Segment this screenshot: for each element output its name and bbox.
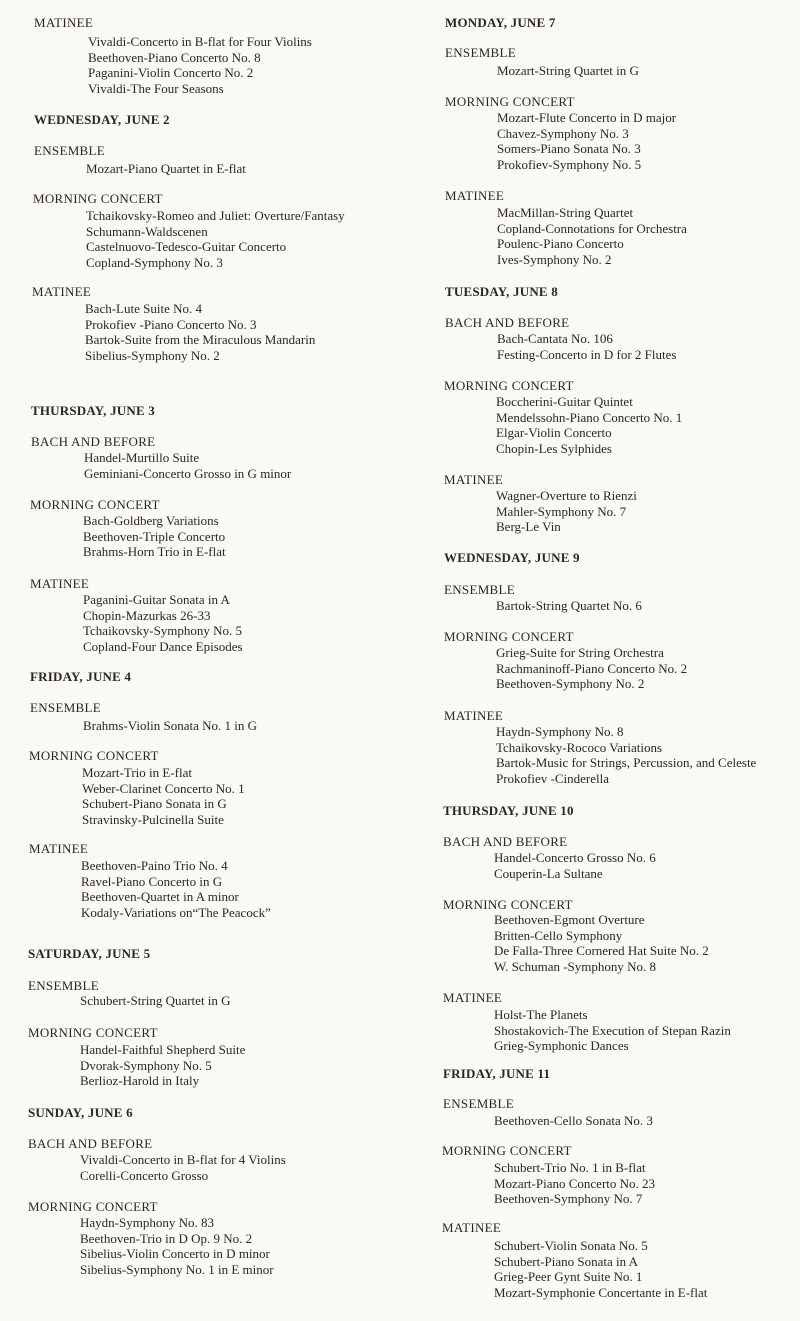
section-heading: MATINEE [34, 15, 94, 30]
program-list [80, 1042, 245, 1089]
list-item: Sibelius-Symphony No. 2 [85, 348, 220, 364]
program-list [496, 394, 682, 457]
list-item: Stravinsky-Pulcinella Suite [82, 812, 224, 828]
list-item: Grieg-Peer Gynt Suite No. 1 [494, 1269, 643, 1285]
section-heading: MORNING CONCERT [442, 1143, 572, 1158]
date-heading: WEDNESDAY, JUNE 9 [444, 550, 580, 565]
list-item: Mozart-Piano Quartet in E-flat [86, 161, 246, 176]
list-item: Copland-Four Dance Episodes [83, 639, 243, 655]
date-heading: WEDNESDAY, JUNE 2 [34, 112, 170, 127]
list-item: Beethoven-Trio in D Op. 9 No. 2 [80, 1230, 253, 1246]
program-list [494, 1238, 707, 1301]
program-list [494, 1007, 731, 1054]
list-item: Prokofiev -Cinderella [496, 771, 609, 787]
list-item: Handel-Faithful Shepherd Suite [80, 1042, 246, 1057]
list-item: Berg-Le Vin [496, 519, 561, 535]
program-list [83, 513, 226, 560]
program-list [88, 34, 312, 97]
list-item: Holst-The Planets [494, 1007, 588, 1022]
section-heading: MATINEE [445, 188, 505, 203]
program-list [494, 850, 656, 881]
list-item: Mozart-Symphonie Concertante in E-flat [494, 1285, 708, 1301]
section-heading: MORNING CONCERT [28, 1025, 158, 1040]
list-item: Paganini-Violin Concerto No. 2 [88, 65, 254, 81]
list-item: Wagner-Overture to Rienzi [496, 488, 637, 503]
list-item: Beethoven-Symphony No. 2 [496, 676, 645, 692]
list-item: Vivaldi-The Four Seasons [88, 81, 224, 97]
program-list [497, 205, 687, 268]
section-heading: MORNING CONCERT [33, 191, 163, 206]
date-heading: MONDAY, JUNE 7 [445, 15, 556, 30]
list-item: Castelnuovo-Tedesco-Guitar Concerto [86, 239, 287, 255]
section-heading: MATINEE [30, 576, 90, 591]
list-item: Couperin-La Sultane [494, 865, 603, 881]
list-item: Elgar-Violin Concerto [496, 425, 612, 441]
list-item: Britten-Cello Symphony [494, 927, 623, 943]
list-item: Mozart-String Quartet in G [497, 63, 639, 78]
section-heading: MORNING CONCERT [444, 378, 574, 393]
list-item: Tchaikovsky-Romeo and Juliet: Overture/Fantasy [86, 208, 345, 223]
section-heading: MORNING CONCERT [444, 629, 574, 644]
list-item: Tchaikovsky-Symphony No. 5 [83, 623, 243, 639]
list-item: Copland-Connotations for Orchestra [497, 220, 687, 236]
program-list [496, 724, 756, 787]
program-list [83, 718, 257, 734]
list-item: Weber-Clarinet Concerto No. 1 [82, 780, 245, 796]
program-list [80, 1215, 274, 1278]
list-item: Handel-Murtillo Suite [84, 450, 200, 465]
list-item: Festing-Concerto in D for 2 Flutes [497, 346, 677, 362]
list-item: Bartok-Suite from the Miraculous Mandarin [85, 332, 316, 348]
program-list [84, 450, 291, 481]
list-item: Somers-Piano Sonata No. 3 [497, 141, 641, 157]
list-item: Kodaly-Variations on“The Peacock” [81, 905, 271, 921]
program-list [496, 488, 637, 535]
list-item: Beethoven-Egmont Overture [494, 912, 645, 927]
section-heading: ENSEMBLE [34, 143, 106, 158]
date-heading: SUNDAY, JUNE 6 [28, 1105, 133, 1120]
list-item: Ravel-Piano Concerto in G [81, 873, 223, 889]
list-item: Beethoven-Triple Concerto [83, 528, 226, 544]
list-item: Schubert-Violin Sonata No. 5 [494, 1238, 648, 1253]
list-item: Haydn-Symphony No. 8 [496, 724, 624, 739]
program-list [496, 645, 687, 692]
list-item: Grieg-Symphonic Dances [494, 1038, 629, 1054]
section-heading: BACH AND BEFORE [31, 434, 156, 449]
list-item: Copland-Symphony No. 3 [86, 255, 223, 271]
list-item: Berlioz-Harold in Italy [80, 1073, 200, 1089]
list-item: Chopin-Les Sylphides [496, 441, 612, 457]
section-heading: MATINEE [29, 841, 89, 856]
list-item: Schumann-Waldscenen [86, 223, 208, 239]
list-item: Mozart-Piano Concerto No. 23 [494, 1175, 656, 1191]
list-item: Brahms-Violin Sonata No. 1 in G [83, 718, 257, 733]
program-list [80, 993, 231, 1009]
list-item: Boccherini-Guitar Quintet [496, 394, 633, 409]
list-item: Brahms-Horn Trio in E-flat [83, 544, 226, 560]
section-heading: BACH AND BEFORE [445, 315, 570, 330]
section-heading: MATINEE [442, 1220, 502, 1235]
section-heading: MATINEE [32, 284, 92, 299]
program-list [494, 912, 709, 975]
list-item: Vivaldi-Concerto in B-flat for 4 Violins [80, 1152, 286, 1167]
section-heading: ENSEMBLE [30, 700, 102, 715]
list-item: Shostakovich-The Execution of Stepan Razin [494, 1022, 731, 1038]
list-item: Chavez-Symphony No. 3 [497, 125, 629, 141]
list-item: Bach-Goldberg Variations [83, 513, 219, 528]
list-item: Sibelius-Violin Concerto in D minor [80, 1246, 270, 1262]
list-item: Handel-Concerto Grosso No. 6 [494, 850, 656, 865]
list-item: Rachmaninoff-Piano Concerto No. 2 [496, 660, 688, 676]
section-heading: ENSEMBLE [444, 582, 516, 597]
date-heading: SATURDAY, JUNE 5 [28, 946, 151, 961]
list-item: Mendelssohn-Piano Concerto No. 1 [496, 409, 683, 425]
section-heading: BACH AND BEFORE [443, 834, 568, 849]
program-list [496, 598, 642, 614]
list-item: Chopin-Mazurkas 26-33 [83, 607, 211, 623]
program-list [81, 858, 271, 921]
section-heading: MATINEE [443, 990, 503, 1005]
section-heading: ENSEMBLE [28, 978, 100, 993]
list-item: W. Schuman -Symphony No. 8 [494, 959, 657, 975]
list-item: Haydn-Symphony No. 83 [80, 1215, 214, 1230]
list-item: Grieg-Suite for String Orchestra [496, 645, 664, 660]
list-item: Schubert-Trio No. 1 in B-flat [494, 1160, 646, 1175]
section-heading: BACH AND BEFORE [28, 1136, 153, 1151]
section-heading: MATINEE [444, 708, 504, 723]
list-item: Schubert-Piano Sonata in G [82, 796, 227, 812]
program-list [86, 161, 246, 177]
list-item: Beethoven-Paino Trio No. 4 [81, 858, 228, 873]
list-item: Poulenc-Piano Concerto [497, 236, 624, 252]
list-item: Schubert-String Quartet in G [80, 993, 231, 1008]
date-heading: FRIDAY, JUNE 4 [30, 669, 132, 684]
list-item: De Falla-Three Cornered Hat Suite No. 2 [494, 943, 709, 959]
program-list [80, 1152, 286, 1183]
list-item: Mahler-Symphony No. 7 [496, 503, 627, 519]
program-list [494, 1113, 653, 1129]
list-item: Mozart-Trio in E-flat [82, 765, 192, 780]
section-heading: MORNING CONCERT [443, 897, 573, 912]
program-list [83, 592, 243, 655]
list-item: Bach-Cantata No. 106 [497, 331, 613, 346]
list-item: Bartok-Music for Strings, Percussion, and Celeste [496, 755, 757, 771]
list-item: Vivaldi-Concerto in B-flat for Four Violins [88, 34, 312, 49]
section-heading: ENSEMBLE [443, 1096, 515, 1111]
program-list [85, 301, 315, 364]
list-item: Corelli-Concerto Grosso [80, 1167, 209, 1183]
section-heading: MATINEE [444, 472, 504, 487]
program-list [497, 63, 639, 79]
list-item: Geminiani-Concerto Grosso in G minor [84, 465, 292, 481]
list-item: MacMillan-String Quartet [497, 205, 634, 220]
list-item: Mozart-Flute Concerto in D major [497, 110, 677, 125]
section-heading: MORNING CONCERT [28, 1199, 158, 1214]
section-heading: MORNING CONCERT [30, 497, 160, 512]
list-item: Beethoven-Symphony No. 7 [494, 1191, 643, 1207]
program-list [86, 208, 345, 271]
list-item: Bartok-String Quartet No. 6 [496, 598, 642, 613]
list-item: Ives-Symphony No. 2 [497, 252, 612, 268]
program-list [82, 765, 245, 828]
date-heading: THURSDAY, JUNE 10 [443, 803, 574, 818]
list-item: Beethoven-Cello Sonata No. 3 [494, 1113, 653, 1128]
section-heading: ENSEMBLE [445, 45, 517, 60]
list-item: Sibelius-Symphony No. 1 in E minor [80, 1262, 274, 1278]
list-item: Beethoven-Piano Concerto No. 8 [88, 49, 261, 65]
date-heading: FRIDAY, JUNE 11 [443, 1066, 551, 1081]
list-item: Prokofiev-Symphony No. 5 [497, 157, 642, 173]
list-item: Prokofiev -Piano Concerto No. 3 [85, 316, 257, 332]
list-item: Tchaikovsky-Rococo Variations [496, 739, 663, 755]
date-heading: THURSDAY, JUNE 3 [31, 403, 155, 418]
date-heading: TUESDAY, JUNE 8 [445, 284, 558, 299]
list-item: Schubert-Piano Sonata in A [494, 1253, 639, 1269]
program-list [497, 331, 676, 362]
list-item: Paganini-Guitar Sonata in A [83, 592, 230, 607]
list-item: Beethoven-Quartet in A minor [81, 889, 239, 905]
list-item: Bach-Lute Suite No. 4 [85, 301, 202, 316]
program-list [497, 110, 676, 173]
program-list [494, 1160, 655, 1207]
list-item: Dvorak-Symphony No. 5 [80, 1057, 212, 1073]
section-heading: MORNING CONCERT [29, 748, 159, 763]
section-heading: MORNING CONCERT [445, 94, 575, 109]
